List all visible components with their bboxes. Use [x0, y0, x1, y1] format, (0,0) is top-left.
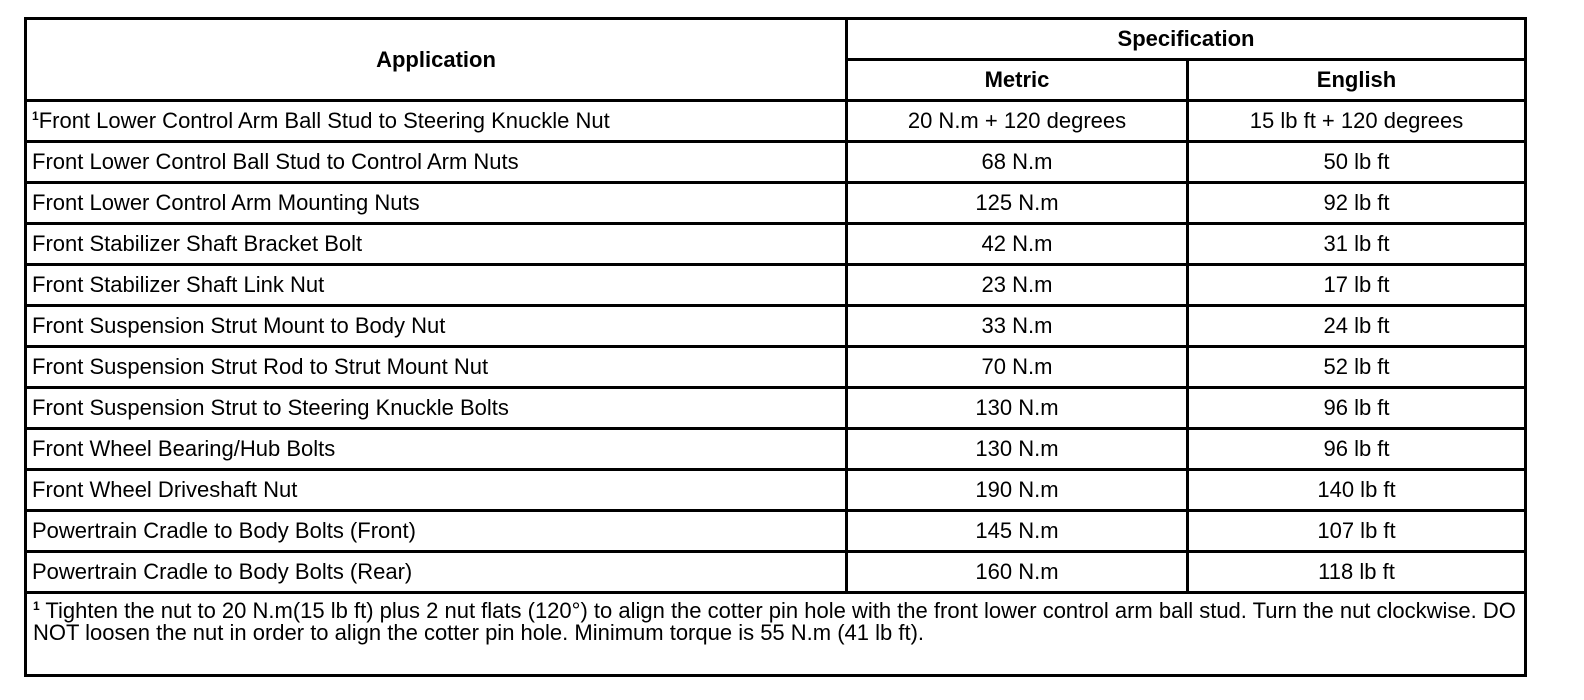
- english-cell: 140 lb ft: [1188, 470, 1526, 511]
- application-cell: Front Lower Control Ball Stud to Control Arm Nuts: [26, 142, 847, 183]
- table-row: [26, 224, 1526, 265]
- application-cell: Front Stabilizer Shaft Bracket Bolt: [26, 224, 847, 265]
- english-cell: 96 lb ft: [1188, 429, 1526, 470]
- application-cell: Powertrain Cradle to Body Bolts (Rear): [26, 552, 847, 593]
- application-cell: Powertrain Cradle to Body Bolts (Front): [26, 511, 847, 552]
- specification-column-header: Specification: [847, 19, 1526, 60]
- metric-cell: 160 N.m: [847, 552, 1188, 593]
- metric-cell: 125 N.m: [847, 183, 1188, 224]
- application-cell: Front Lower Control Arm Mounting Nuts: [26, 183, 847, 224]
- metric-cell: 130 N.m: [847, 388, 1188, 429]
- table-row: [26, 552, 1526, 593]
- application-cell: Front Wheel Bearing/Hub Bolts: [26, 429, 847, 470]
- application-cell: Front Suspension Strut to Steering Knuckle Bolts: [26, 388, 847, 429]
- application-cell: Front Suspension Strut Rod to Strut Mount Nut: [26, 347, 847, 388]
- english-cell: 107 lb ft: [1188, 511, 1526, 552]
- metric-cell: 23 N.m: [847, 265, 1188, 306]
- table-body: [26, 101, 1526, 593]
- english-cell: 92 lb ft: [1188, 183, 1526, 224]
- english-cell: 17 lb ft: [1188, 265, 1526, 306]
- english-cell: 24 lb ft: [1188, 306, 1526, 347]
- english-cell: 96 lb ft: [1188, 388, 1526, 429]
- table-row: [26, 142, 1526, 183]
- application-cell: [26, 101, 847, 142]
- table-row: [26, 265, 1526, 306]
- application-cell: Front Suspension Strut Mount to Body Nut: [26, 306, 847, 347]
- metric-cell: 130 N.m: [847, 429, 1188, 470]
- metric-cell: 68 N.m: [847, 142, 1188, 183]
- english-cell: 15 lb ft + 120 degrees: [1188, 101, 1526, 142]
- metric-cell: 70 N.m: [847, 347, 1188, 388]
- table-header: [26, 19, 1526, 101]
- footnote-marker: 1: [32, 109, 39, 123]
- english-cell: 52 lb ft: [1188, 347, 1526, 388]
- footnote-row: [26, 593, 1526, 676]
- table-row: [26, 347, 1526, 388]
- footnote-cell: [26, 593, 1526, 676]
- metric-cell: 145 N.m: [847, 511, 1188, 552]
- metric-cell: 42 N.m: [847, 224, 1188, 265]
- english-cell: 50 lb ft: [1188, 142, 1526, 183]
- table-footer: [26, 593, 1526, 676]
- english-column-header: English: [1188, 60, 1526, 101]
- table-row: [26, 101, 1526, 142]
- application-cell: Front Wheel Driveshaft Nut: [26, 470, 847, 511]
- header-row-top: [26, 19, 1526, 60]
- english-cell: 31 lb ft: [1188, 224, 1526, 265]
- application-column-header: Application: [26, 19, 847, 101]
- footnote-text: Tighten the nut to 20 N.m(15 lb ft) plus 2 nut flats (120°) to align the cotter pin hole with the front lower control arm ball stud. Turn the nut clockwise. DO NOT loosen the nut in order to align the cotter pin hole. Minimum torque is 55 N.m (41 lb ft).: [33, 598, 1516, 645]
- metric-cell: 190 N.m: [847, 470, 1188, 511]
- metric-column-header: Metric: [847, 60, 1188, 101]
- footnote-marker: 1: [33, 599, 40, 613]
- metric-cell: 33 N.m: [847, 306, 1188, 347]
- torque-spec-table: [24, 17, 1527, 677]
- table-row: [26, 429, 1526, 470]
- table-row: [26, 511, 1526, 552]
- metric-cell: 20 N.m + 120 degrees: [847, 101, 1188, 142]
- application-text: Front Lower Control Arm Ball Stud to Steering Knuckle Nut: [38, 108, 610, 133]
- table-row: [26, 470, 1526, 511]
- table-row: [26, 388, 1526, 429]
- table-row: [26, 306, 1526, 347]
- torque-spec-document: [24, 17, 1524, 677]
- application-cell: Front Stabilizer Shaft Link Nut: [26, 265, 847, 306]
- english-cell: 118 lb ft: [1188, 552, 1526, 593]
- table-row: [26, 183, 1526, 224]
